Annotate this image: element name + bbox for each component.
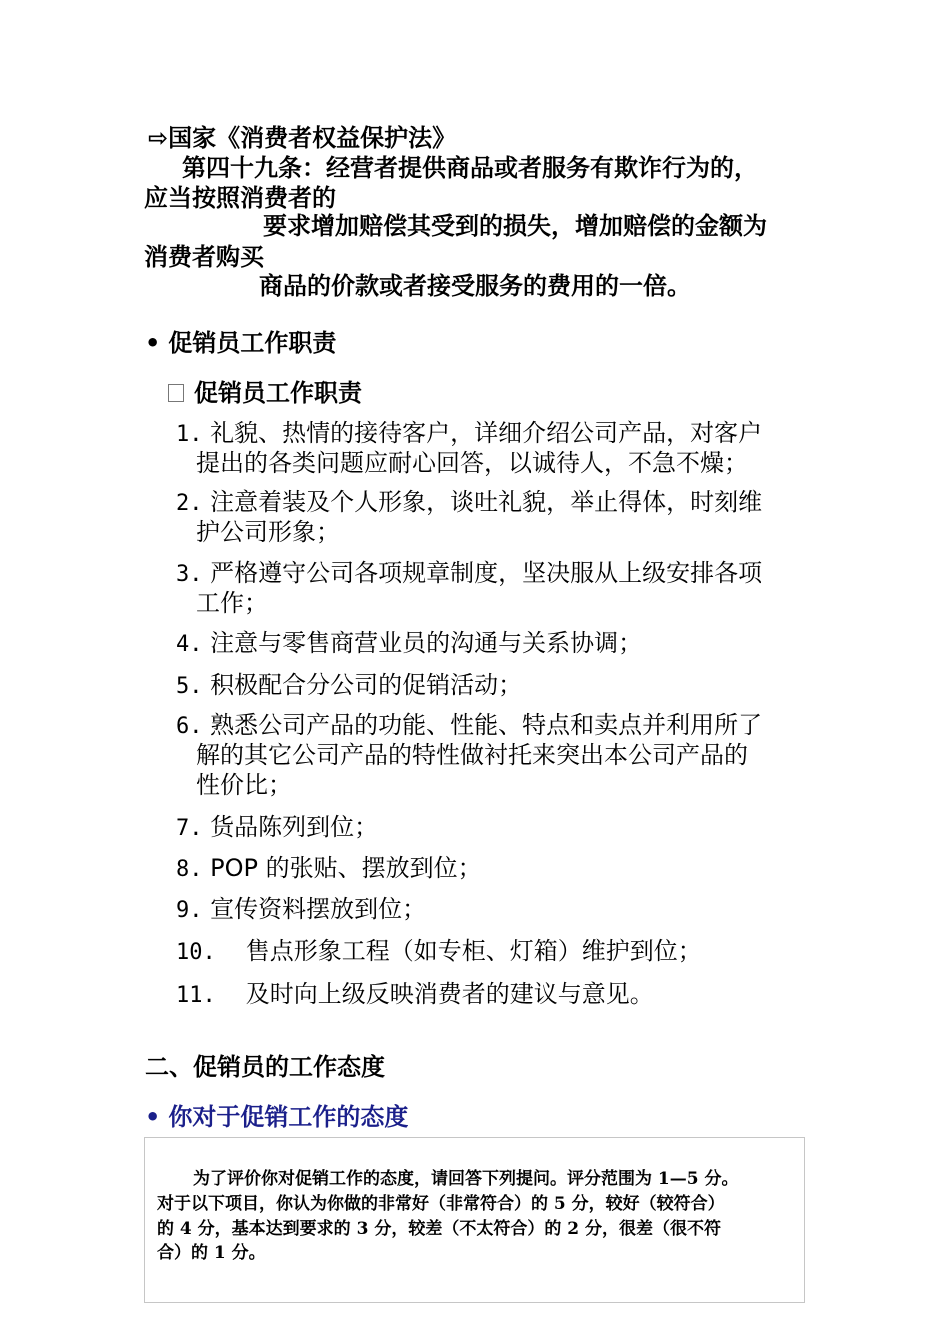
duty-item-6-cont: 性价比；	[196, 771, 292, 799]
bullet-icon: •	[145, 329, 161, 357]
duty-item-1-cont: 提出的各类问题应耐心回答，以诚待人，不急不燥；	[196, 449, 748, 477]
law-line: 第四十九条：经营者提供商品或者服务有欺诈行为的，	[182, 154, 758, 182]
bullet-icon: •	[145, 1103, 161, 1131]
instruction-line: 为了评价你对促销工作的态度，请回答下列提问。评分范围为 1—5 分。	[193, 1169, 739, 1189]
section-title: 二、促销员的工作态度	[145, 1053, 385, 1081]
duty-item-6: 6. 熟悉公司产品的功能、性能、特点和卖点并利用所了	[176, 711, 763, 739]
duty-item-2: 2. 注意着装及个人形象，谈吐礼貌，举止得体，时刻维	[176, 488, 763, 516]
duties-sub-heading	[168, 373, 362, 408]
duty-item-10: 10. 售点形象工程（如专柜、灯箱）维护到位；	[176, 937, 702, 965]
duties-heading-text: 促销员工作职责	[168, 329, 337, 357]
instruction-box	[144, 1137, 805, 1303]
duty-item-9: 9. 宣传资料摆放到位；	[176, 895, 427, 923]
duty-item-3-cont: 工作；	[196, 589, 268, 617]
duty-item-6-cont: 解的其它公司产品的特性做衬托来突出本公司产品的	[196, 741, 748, 769]
duty-item-3: 3. 严格遵守公司各项规章制度，坚决服从上级安排各项	[176, 559, 763, 587]
law-line: 消费者购买	[144, 243, 264, 271]
checkbox-icon	[168, 384, 184, 402]
duty-item-8: 8. POP 的张贴、摆放到位；	[176, 854, 482, 882]
instruction-line: 合）的 1 分。	[157, 1243, 266, 1263]
attitude-heading-text: 你对于促销工作的态度	[168, 1103, 409, 1131]
duties-sub-heading-text: 促销员工作职责	[194, 379, 362, 407]
attitude-heading	[145, 1097, 408, 1132]
duty-item-11: 11. 及时向上级反映消费者的建议与意见。	[176, 980, 654, 1008]
duty-item-2-cont: 护公司形象；	[196, 518, 340, 546]
duty-item-4: 4. 注意与零售商营业员的沟通与关系协调；	[176, 629, 643, 657]
instruction-line: 对于以下项目，你认为你做的非常好（非常符合）的 5 分，较好（较符合）	[157, 1194, 725, 1214]
law-line: 应当按照消费者的	[144, 184, 336, 212]
arrow-right-icon: ⇨	[148, 124, 169, 152]
duty-item-7: 7. 货品陈列到位；	[176, 813, 379, 841]
law-line: 要求增加赔偿其受到的损失，增加赔偿的金额为	[263, 212, 767, 240]
duty-item-1: 1. 礼貌、热情的接待客户，详细介绍公司产品，对客户	[176, 419, 763, 447]
duty-item-5: 5. 积极配合分公司的促销活动；	[176, 671, 523, 699]
instruction-line: 的 4 分，基本达到要求的 3 分，较差（不太符合）的 2 分，很差（很不符	[157, 1219, 721, 1239]
duties-heading	[145, 323, 336, 358]
law-title-text: 国家《消费者权益保护法》	[168, 124, 457, 152]
law-line: 商品的价款或者接受服务的费用的一倍。	[259, 272, 691, 300]
